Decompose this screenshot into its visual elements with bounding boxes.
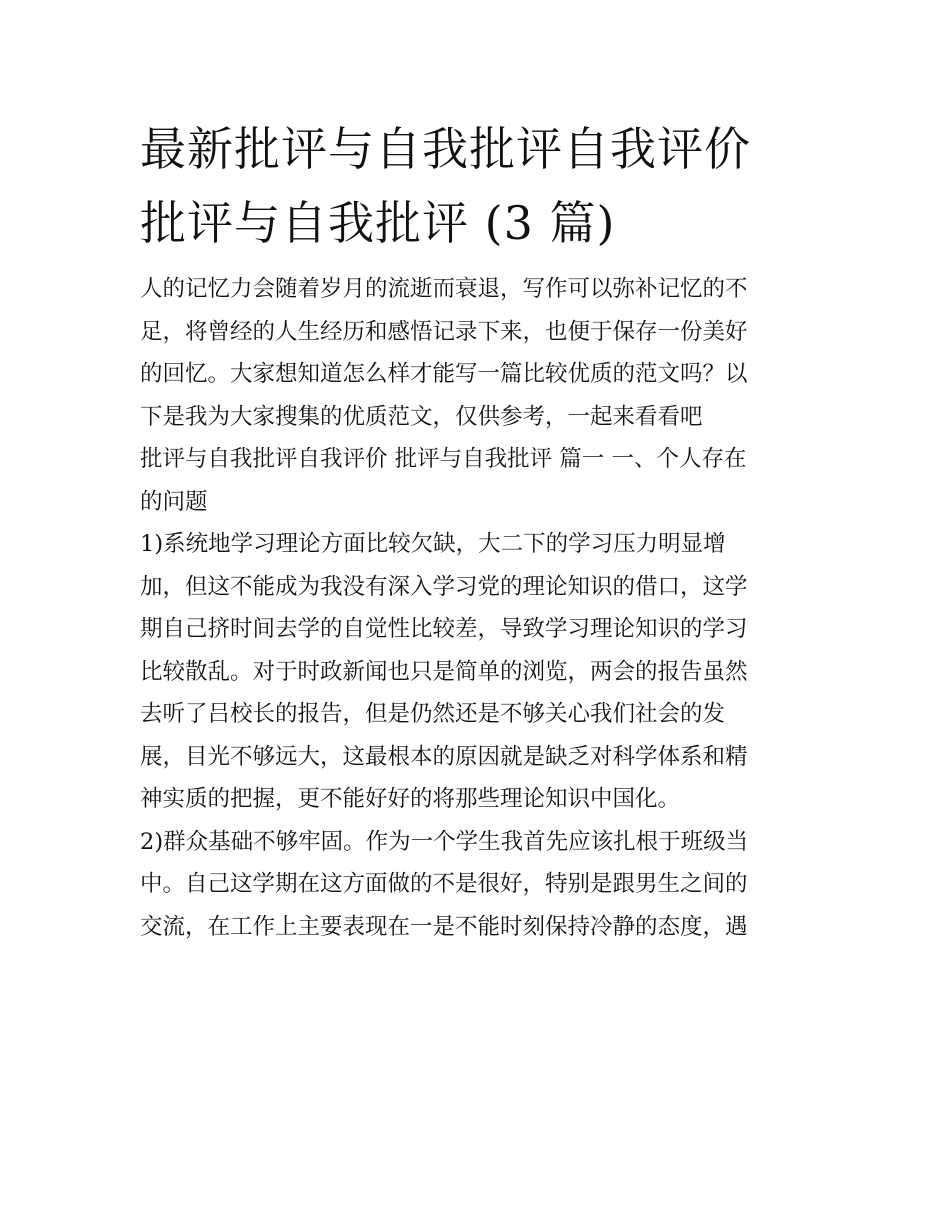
text-line: 下是我为大家搜集的优质范文，仅供参考，一起来看看吧: [140, 403, 703, 430]
text-line: 交流，在工作上主要表现在一是不能时刻保持冷静的态度，遇: [140, 913, 748, 940]
text-line: 1)系统地学习理论方面比较欠缺，大二下的学习压力明显增: [140, 531, 726, 557]
text-line: 2)群众基础不够牢固。作为一个学生我首先应该扎根于班级当: [140, 828, 749, 855]
text-line: 加，但这不能成为我没有深入学习党的理论知识的借口，这学: [140, 573, 748, 600]
document-body: [140, 268, 815, 948]
point-2-paragraph: [140, 821, 815, 949]
title-line-2: 批评与自我批评 (3 篇): [140, 196, 616, 250]
section-heading-paragraph: [140, 438, 815, 523]
point-1-paragraph: [140, 523, 815, 821]
text-line: 的回忆。大家想知道怎么样才能写一篇比较优质的范文吗？以: [140, 361, 748, 387]
text-line: 神实质的把握，更不能好好的将那些理论知识中国化。: [140, 786, 681, 812]
text-line: 中。自己这学期在这方面做的不是很好，特别是跟男生之间的: [140, 871, 748, 897]
intro-paragraph: [140, 268, 815, 438]
text-line: 期自己挤时间去学的自觉性比较差，导致学习理论知识的学习: [140, 616, 748, 642]
text-line: 足，将曾经的人生经历和感悟记录下来，也便于保存一份美好: [140, 318, 748, 345]
document-title: [140, 112, 815, 260]
document-page: [140, 112, 815, 948]
text-line: 批评与自我批评自我评价 批评与自我批评 篇一 一、个人存在: [140, 446, 747, 472]
text-line: 人的记忆力会随着岁月的流逝而衰退，写作可以弥补记忆的不: [140, 276, 748, 302]
text-line: 展，目光不够远大，这最根本的原因就是缺乏对科学体系和精: [140, 743, 748, 770]
text-line: 比较散乱。对于时政新闻也只是简单的浏览，两会的报告虽然: [140, 658, 748, 685]
title-line-1: 最新批评与自我批评自我评价: [140, 122, 751, 176]
text-line: 去听了吕校长的报告，但是仍然还是不够关心我们社会的发: [140, 701, 726, 727]
text-line: 的问题: [140, 488, 208, 515]
